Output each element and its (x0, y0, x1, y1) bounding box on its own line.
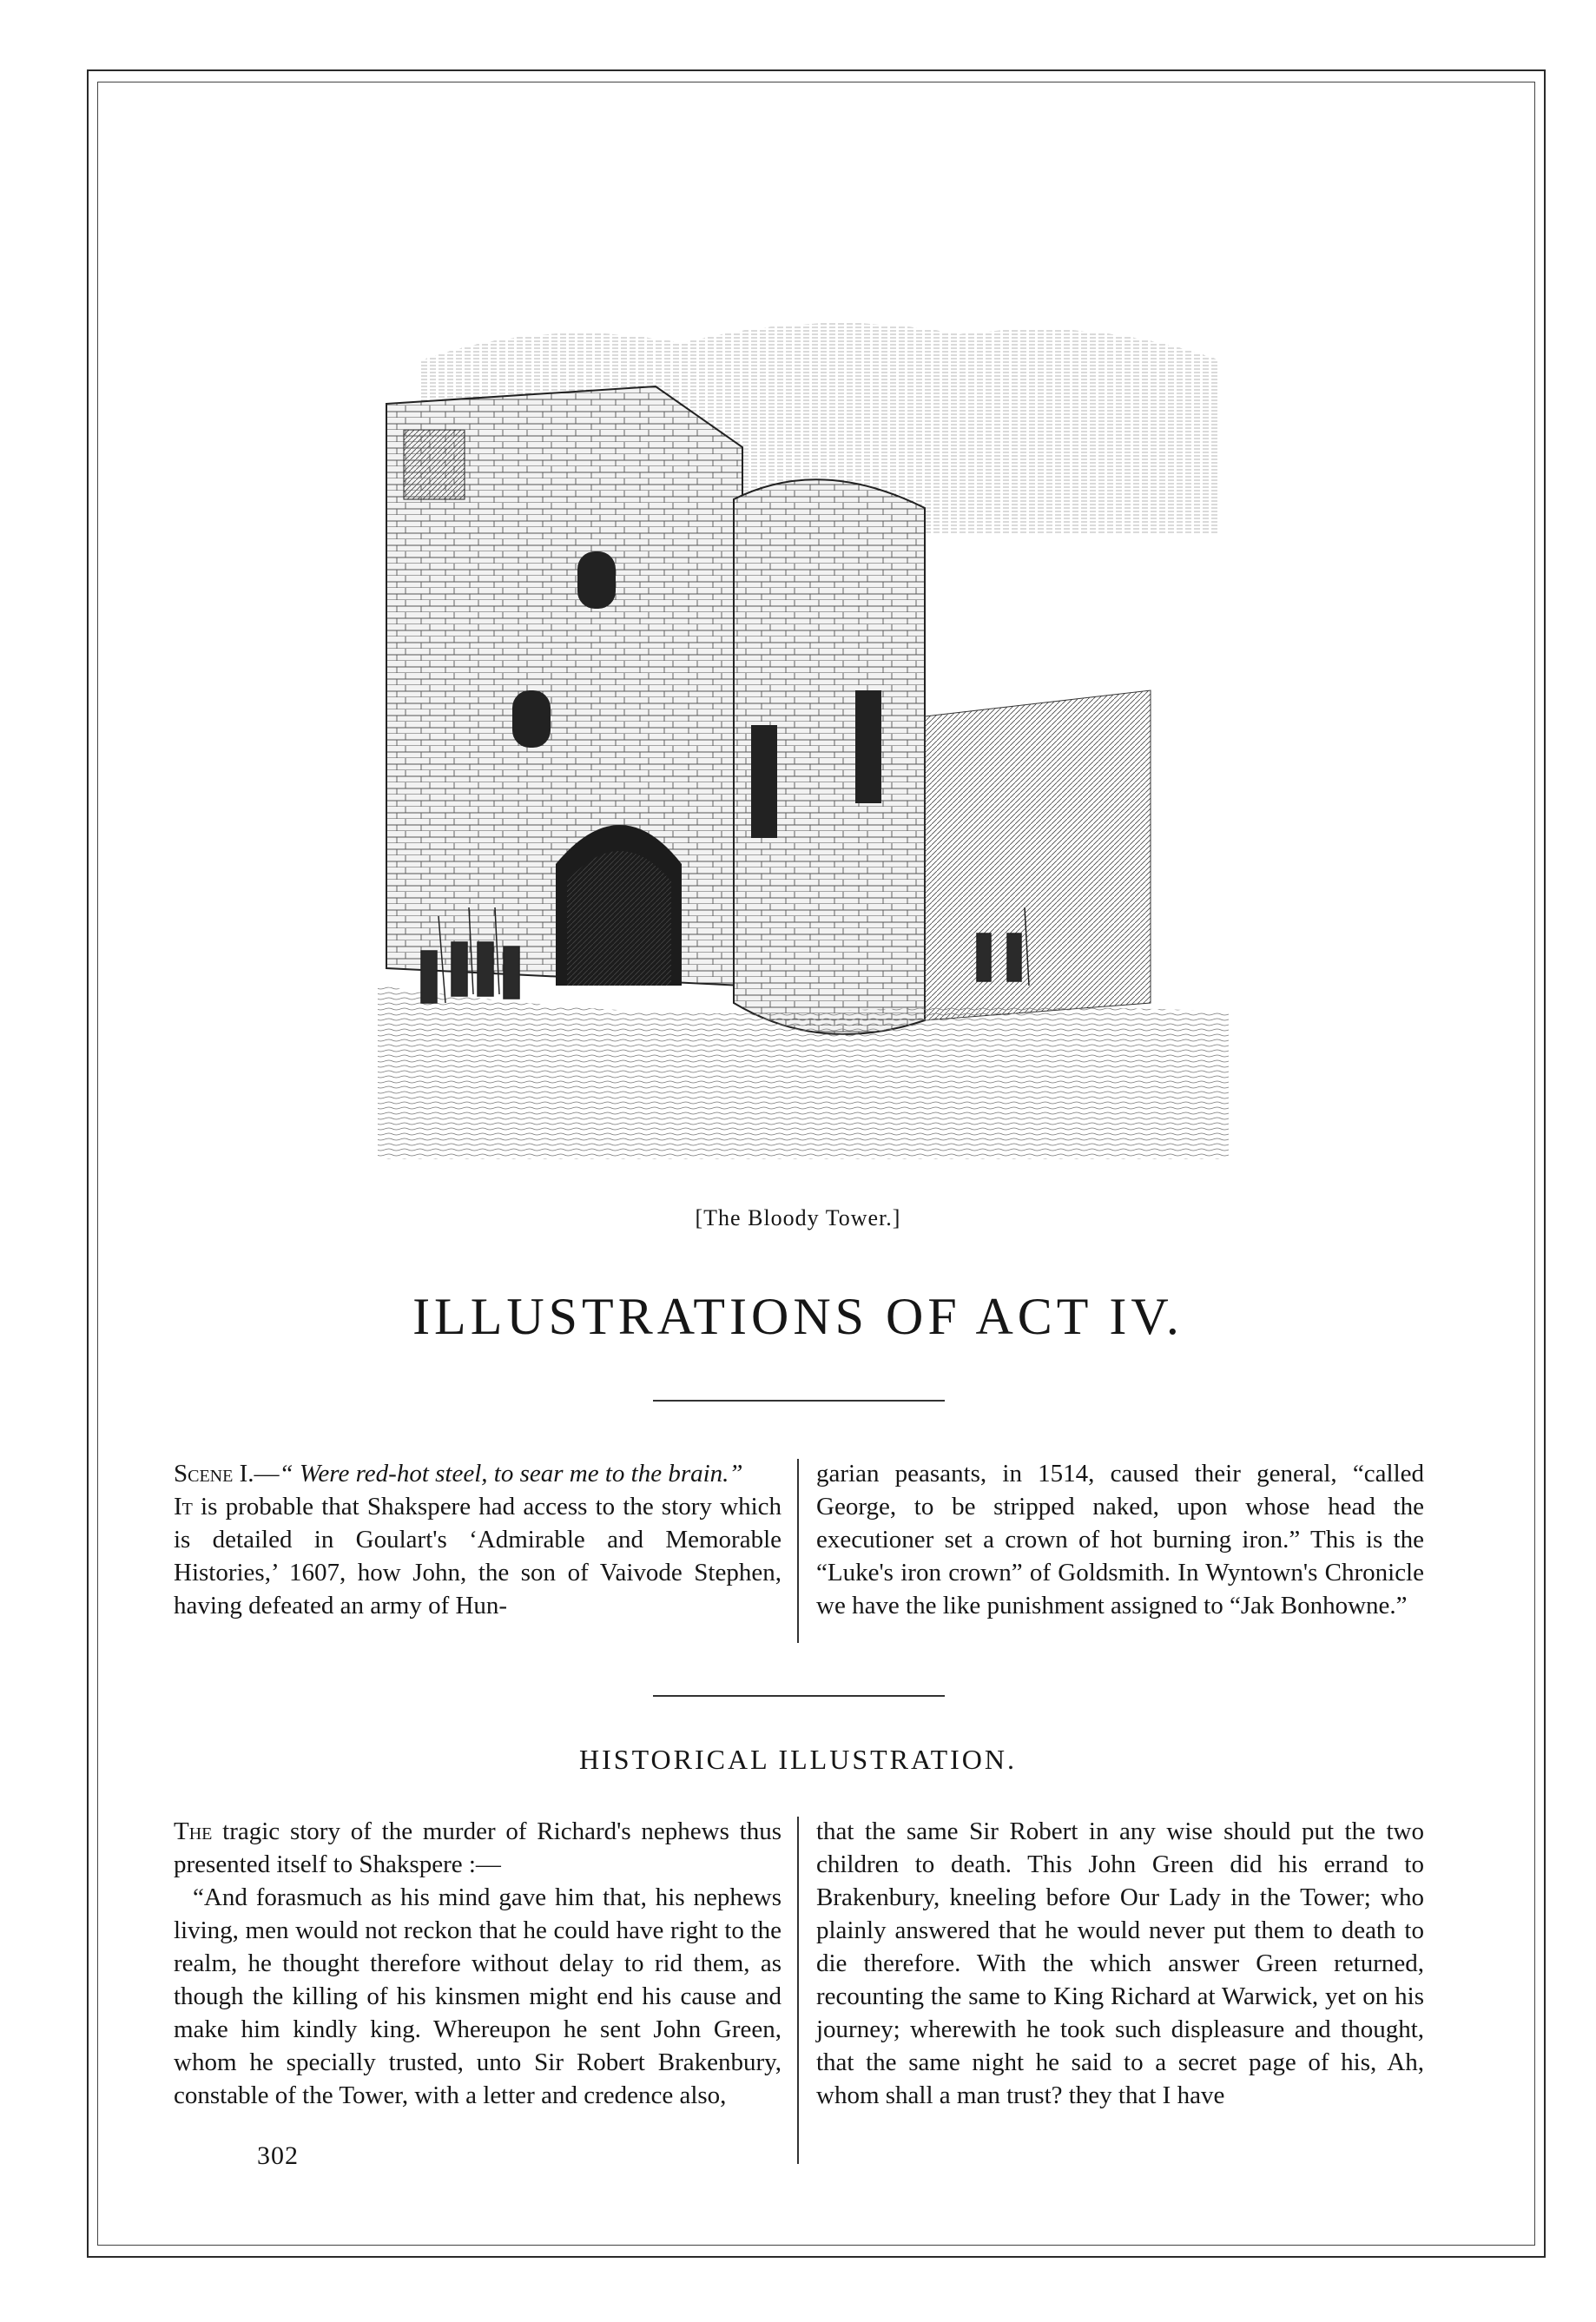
historical-quote-right: that the same Sir Robert in any wise should put the two children to death. This John Green did his errand to Brakenbury, kneeling before Our Lady in the Tower; who plainly answered that he would never put them to death to die therefore. With the which answer Green returned, recounting the same to King Richard at Warwick, yet on his journey; wherewith he took such displeasure and thought, that the same night he said to a secret page of his, Ah, whom shall a man trust? they that I have (816, 1817, 1424, 2109)
column-divider (797, 1817, 799, 2164)
scene-body-right: garian peasants, in 1514, caused their general, “called George, to be stripped naked, upon whose head the executioner set a crown of hot burning iron.” This is the “Luke's iron crown” of Goldsmith. In Wyntown's Chronicle we have the like punishment assigned to “Jak Bonhowne.” (816, 1460, 1424, 1619)
title-rule (653, 1400, 945, 1402)
scene-note-right-column (816, 1457, 1424, 1622)
scene-quote: “ Were red-hot steel, to sear me to the brain.” (279, 1460, 743, 1488)
act-title: ILLUSTRATIONS OF ACT IV. (412, 1288, 1184, 1345)
page-number: 302 (257, 2141, 299, 2170)
scene-heading (174, 1457, 782, 1490)
bloody-tower-engraving (369, 308, 1237, 1159)
scene-body-text: is probable that Shakspere had access to the story which is detailed in Goulart's ‘Admirable and Memorable Histories,’ 1607, how John, the son of Vaivode Stephen, having defeated an army of Hun- (174, 1493, 782, 1619)
scene-label: Scene I. (174, 1460, 254, 1488)
scene-dash: — (254, 1460, 280, 1488)
scene-note-left-column (174, 1457, 782, 1622)
section-rule (653, 1695, 945, 1697)
historical-intro-text: tragic story of the murder of Richard's nephews thus presented itself to Shakspere :— (174, 1817, 782, 1878)
historical-right-column (816, 1815, 1424, 2112)
scene-body-left (174, 1490, 782, 1622)
illustration-caption: [The Bloody Tower.] (695, 1205, 901, 1230)
historical-intro (174, 1815, 782, 1881)
historical-quote-left: “And forasmuch as his mind gave him that, his nephews living, men would not reckon that he could have right to the realm, he thought therefore without delay to rid them, as though the killing of his kinsmen might end his cause and make him kindly king. Whereupon he sent John Green, whom he specially trusted, unto Sir Robert Brakenbury, constable of the Tower, with a letter and credence also, (174, 1883, 782, 2109)
historical-lead-word: The (174, 1817, 213, 1845)
historical-left-column (174, 1815, 782, 2112)
column-divider (797, 1459, 799, 1643)
section-title: HISTORICAL ILLUSTRATION. (579, 1744, 1017, 1775)
scene-lead-word: It (174, 1493, 193, 1521)
